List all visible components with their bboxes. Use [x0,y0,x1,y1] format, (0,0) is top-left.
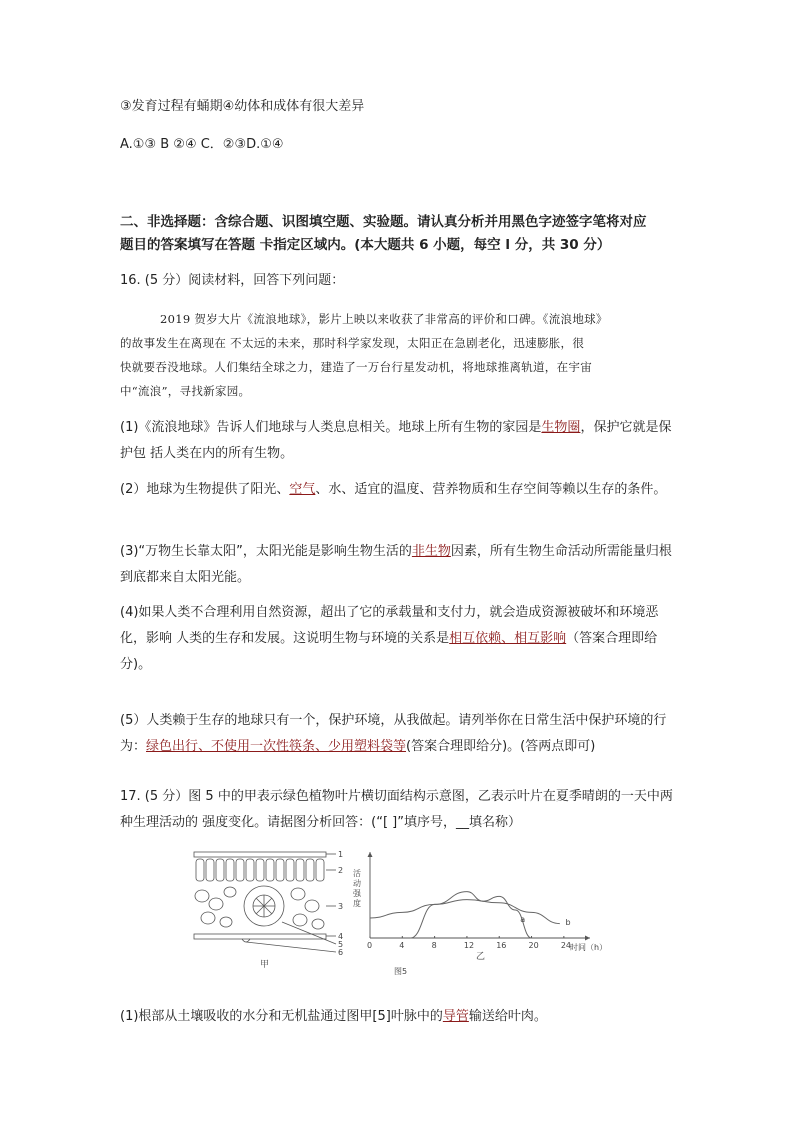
series-a-line [410,892,531,938]
x-tick-0: 0 [367,941,373,950]
leaf-number-6: 6 [338,948,344,957]
passage-line-2: 的故事发生在离现在 不太远的未来，那时科学家发现，太阳正在急剧老化，迅速膨胀，很 [120,336,585,350]
passage-line-4: 中“流浪”，寻找新家园。 [120,384,251,398]
palisade-layer [196,859,324,881]
y-axis-label-4: 度 [353,899,361,908]
leaf-vein [244,886,284,926]
x-axis-label: 时间（h） [570,943,608,952]
activity-chart [353,852,607,962]
x-tick-4: 4 [399,941,405,950]
leaf-label: 甲 [260,960,270,970]
x-tick-24: 24 [560,941,572,950]
section2-line1: 二、非选择题：含综合题、识图填空题、实验题。请认真分析并用黑色字迹签字笔将对应 [120,214,647,230]
chart-label: 乙 [476,952,486,962]
y-axis-arrow [368,852,373,857]
q16-part2: (2）地球为生物提供了阳光、空气、水、适宜的温度、营养物质和生存空间等赖以生存的条件。 [120,482,667,497]
q16-part5: (5）人类赖于生存的地球只有一个，保护环境，从我做起。请列举你在日常生活中保护环境的行为：绿色出行、不使用一次性筷条、少用塑料袋等(答案合理即给分)。(答两点即可) [120,713,667,754]
passage-line-3: 快就要吞没地球。人们集结全球之力，建造了一万台行星发动机，将地球推离轨道，在宇宙 [120,360,592,374]
q17-intro: 17. (5 分）图 5 中的甲表示绿色植物叶片横切面结构示意图，乙表示叶片在夏季晴朗的一天中两种生理活动的 强度变化。请据图分析回答：(“[ ]”填序号，__填名称） [120,789,673,830]
x-tick-8: 8 [431,941,437,950]
answer-2: 空气 [289,482,316,497]
x-axis-arrow [585,936,590,941]
answer-3: 非生物 [411,544,451,559]
x-tick-12: 12 [463,941,475,950]
q16-part4: (4)如果人类不合理利用自然资源，超出了它的承载量和支付力，就会造成资源被破坏和环境恶化，影响 人类的生存和发展。这说明生物与环境的关系是相互依赖、相互影响（答案合理即给分)。 [120,605,659,672]
q16-part3: (3)“万物生长靠太阳”，太阳光能是影响生物生活的非生物因素，所有生物生命活动所需能量归根到底都来自太阳光能。 [120,544,672,585]
leaf-number-1: 1 [338,850,344,859]
series-b-line [370,900,560,924]
answer-4: 相互依赖、相互影响 [449,631,567,646]
y-axis-label-2: 动 [353,879,361,888]
options-line: ③发育过程有蛹期④幼体和成体有很大差异 [120,99,365,114]
q16-header: 16. (5 分）阅读材料，回答下列问题： [120,273,345,288]
figure-5 [186,846,616,982]
series-a-label: a [520,915,526,924]
answer-6: 导管 [442,1009,469,1024]
leaf-number-4: 4 [338,932,344,941]
answer-1: 生物圈 [541,420,581,435]
y-axis-label-3: 强 [353,889,361,898]
choices-line: A.①③ B ②④ C．②③D.①④ [120,137,284,152]
leaf-number-5: 5 [338,940,344,949]
figure-caption: 图5 [394,967,408,976]
series-b-label: b [565,918,571,928]
x-tick-16: 16 [496,941,507,950]
x-tick-20: 20 [528,941,539,950]
upper-epidermis [194,852,326,857]
leaf-number-3: 3 [338,902,344,911]
lower-epidermis [194,934,326,939]
stoma [242,939,250,942]
passage-line-1: 2019 贺岁大片《流浪地球》，影片上映以来收获了非常高的评价和口碑。《流浪地球》 [160,312,608,326]
figure-svg [186,846,616,978]
leaf-cross-section [194,852,336,952]
section2-line2: 题目的答案填写在答题 卡指定区域内。(本大题共 6 小题，每空 l 分，共 30 分） [120,237,611,253]
leaf-number-2: 2 [338,866,344,875]
q17-part1: (1)根部从土壤吸收的水分和无机盐通过图甲[5]叶脉中的导管输送给叶肉。 [120,1009,547,1024]
y-axis-label-1: 活 [353,869,361,878]
leaf-number-labels [338,850,343,957]
answer-5: 绿色出行、不使用一次性筷条、少用塑料袋等 [146,739,407,754]
q16-part1: (1)《流浪地球》告诉人们地球与人类息息相关。地球上所有生物的家园是生物圈，保护它就是保护包 括人类在内的所有生物。 [120,420,672,461]
spongy-layer [195,887,324,929]
